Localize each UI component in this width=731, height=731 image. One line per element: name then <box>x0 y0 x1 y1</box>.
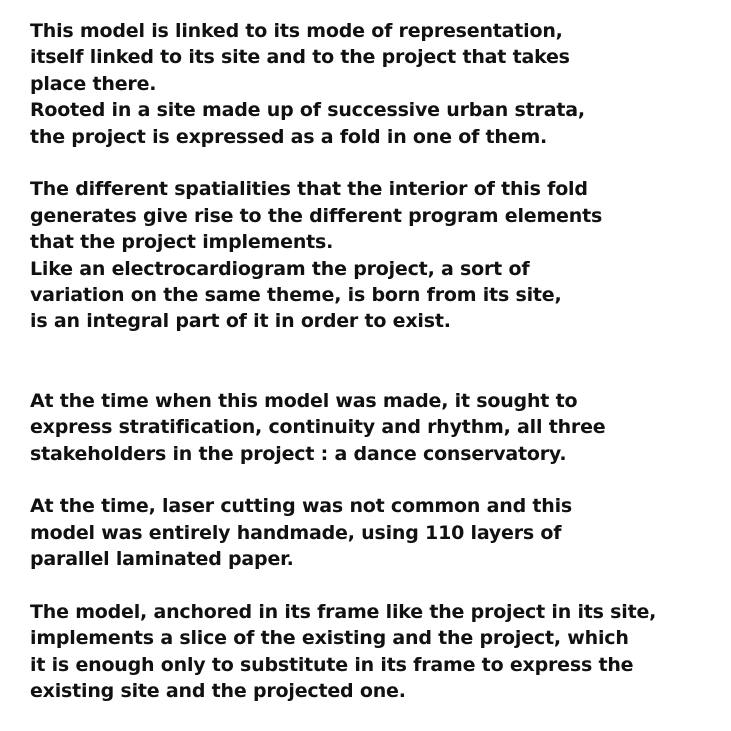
text-line: parallel laminated paper. <box>30 548 294 571</box>
document-page <box>30 18 720 705</box>
text-line: The different spatialities that the interior of this fold <box>30 178 588 201</box>
paragraph-2 <box>30 176 720 334</box>
text-line: generates give rise to the different program elements <box>30 204 603 227</box>
paragraph-spacer-large <box>30 335 720 388</box>
text-line: variation on the same theme, is born from its site, <box>30 284 562 307</box>
text-line: express stratification, continuity and rhythm, all three <box>30 416 606 439</box>
text-line: itself linked to its site and to the project that takes <box>30 46 570 69</box>
paragraph-1 <box>30 18 720 150</box>
paragraph-4 <box>30 493 720 572</box>
text-line: model was entirely handmade, using 110 layers of <box>30 521 562 544</box>
paragraph-spacer <box>30 150 720 176</box>
text-line: implements a slice of the existing and the project, which <box>30 627 629 650</box>
text-line: existing site and the projected one. <box>30 680 406 703</box>
paragraph-3 <box>30 388 720 467</box>
text-line: stakeholders in the project : a dance conservatory. <box>30 442 567 465</box>
text-line: place there. <box>30 72 157 95</box>
text-line: is an integral part of it in order to exist. <box>30 310 451 333</box>
text-line: Rooted in a site made up of successive urban strata, <box>30 99 585 122</box>
text-line: This model is linked to its mode of representation, <box>30 20 563 42</box>
paragraph-spacer <box>30 573 720 599</box>
text-line: it is enough only to substitute in its frame to express the <box>30 653 634 676</box>
paragraph-5 <box>30 599 720 705</box>
text-line: At the time, laser cutting was not common and this <box>30 495 573 518</box>
text-line: Like an electrocardiogram the project, a sort of <box>30 257 530 280</box>
paragraph-spacer <box>30 467 720 493</box>
text-line: the project is expressed as a fold in one of them. <box>30 125 548 148</box>
text-line: At the time when this model was made, it sought to <box>30 389 578 412</box>
text-line: that the project implements. <box>30 231 334 254</box>
text-line: The model, anchored in its frame like the project in its site, <box>30 601 657 624</box>
